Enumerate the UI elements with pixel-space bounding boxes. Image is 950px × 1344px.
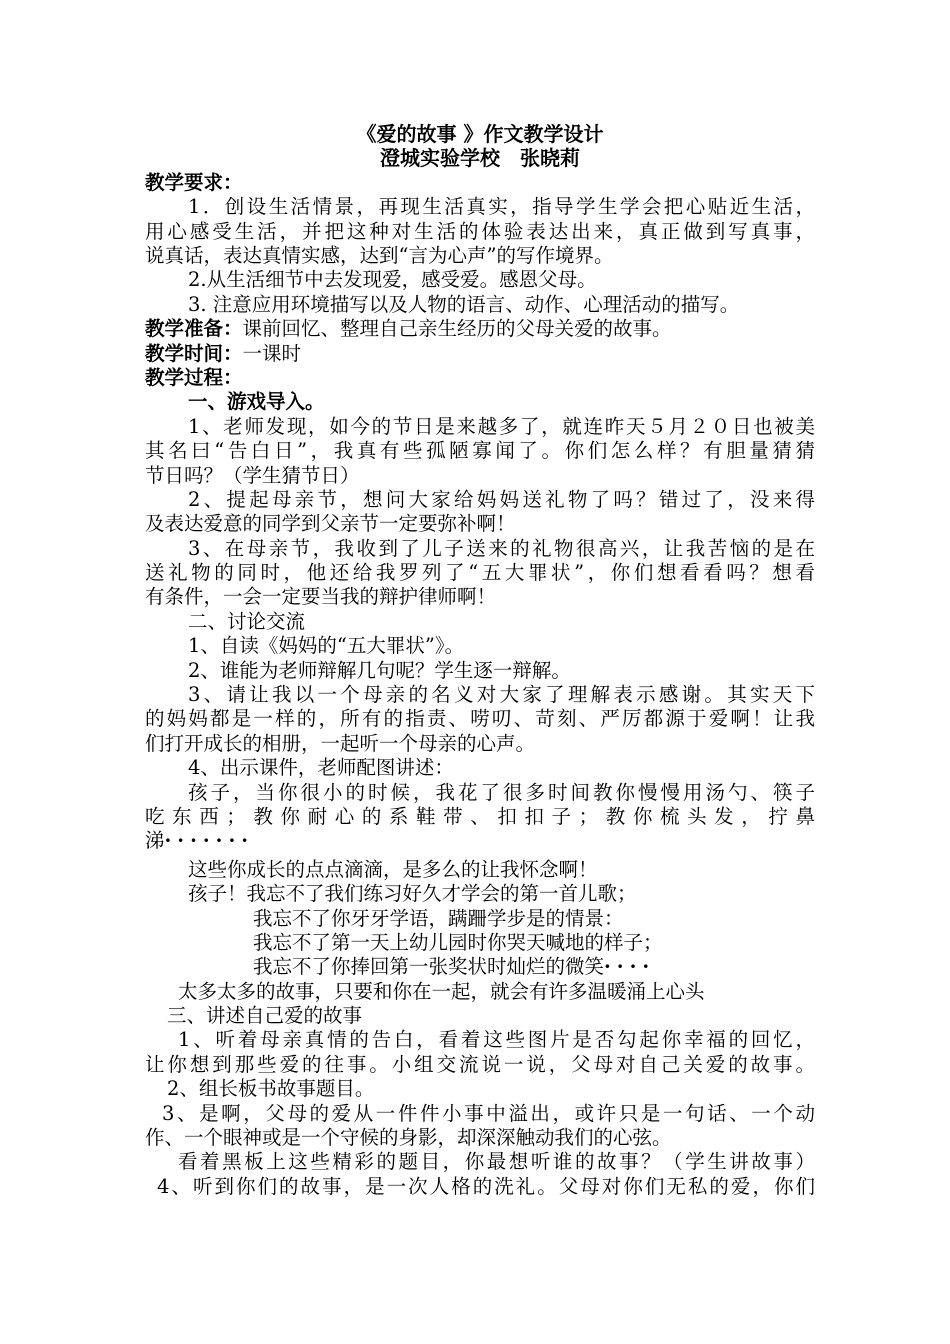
time-text: 一课时: [242, 341, 302, 365]
paragraph-line: 的妈妈都是一样的，所有的指责、唠叨、苛刻、严厉都源于爱啊！让我: [145, 707, 815, 731]
ellipsis-dots: ·······: [164, 829, 255, 853]
quote-text: 涕: [145, 829, 165, 853]
section-heading-time: 教学时间：: [145, 341, 243, 365]
quote-line: 吃东西；教你耐心的系鞋带、扣扣子；教你梳头发，拧鼻: [145, 804, 815, 828]
paragraph-line: 及表达爱意的同学到父亲节一定要弥补啊！: [145, 512, 516, 536]
paragraph-line: 4、出示课件，老师配图讲述：: [188, 756, 454, 780]
quote-line: 我忘不了第一天上幼儿园时你哭天喊地的样子；: [253, 930, 663, 954]
paragraph-line: 2、提起母亲节，想问大家给妈妈送礼物了吗？错过了，没来得: [188, 487, 815, 511]
section-heading-process: 教学过程：: [145, 365, 243, 389]
paragraph-line: 说真话，表达真情实感，达到“言为心声”的写作境界。: [145, 243, 614, 267]
quote-line: 孩子，当你很小的时候，我花了很多时间教你慢慢用汤勺、筷子: [188, 780, 815, 804]
subsection-heading-3: 三、讲述自己爱的故事: [167, 1004, 363, 1028]
paragraph-line: 其名曰“告白日”，我真有些孤陋寡闻了。你们怎么样？有胆量猜猜: [145, 439, 815, 463]
subsection-heading-2: 二、讨论交流: [188, 609, 306, 633]
paragraph-line: 用心感受生活，并把这种对生活的体验表达出来，真正做到写真事，: [145, 219, 815, 243]
document-page: [145, 122, 815, 1199]
quote-text: 我忘不了你捧回第一张奖状时灿烂的微笑: [253, 955, 605, 979]
quote-line: [145, 829, 815, 853]
paragraph-line: 看着黑板上这些精彩的题目，你最想听谁的故事？（学生讲故事）: [178, 1150, 815, 1174]
time-line: [145, 342, 815, 366]
quote-line: [145, 955, 815, 979]
paragraph-line: 们打开成长的相册，一起听一个母亲的心声。: [145, 731, 536, 755]
paragraph-line: 让你想到那些爱的往事。小组交流说一说，父母对自己关爱的故事。: [145, 1052, 815, 1076]
paragraph-line: 有条件，一会一定要当我的辩护律师啊！: [145, 585, 497, 609]
paragraph-line: 1、听着母亲真情的告白，看着这些图片是否勾起你幸福的回忆，: [178, 1028, 815, 1052]
paragraph-line: 1、老师发现，如今的节日是来越多了，就连昨天５月２０日也被美: [188, 414, 815, 438]
quote-line: 太多太多的故事，只要和你在一起，就会有许多温暖涌上心头: [178, 979, 705, 1003]
ellipsis-dots: ····: [604, 955, 656, 979]
section-heading-prep: 教学准备：: [145, 317, 243, 341]
paragraph-line: 3. 注意应用环境描写以及人物的语言、动作、心理活动的描写。: [188, 292, 740, 316]
paragraph-line: 3、请让我以一个母亲的名义对大家了理解表示感谢。其实天下: [188, 683, 815, 707]
paragraph-line: 4、听到你们的故事，是一次人格的洗礼。父母对你们无私的爱，你们: [157, 1174, 815, 1198]
paragraph-line: 3、是啊，父母的爱从一件件小事中溢出，或许只是一句话、一个动: [162, 1101, 815, 1125]
paragraph-line: 2、谁能为老师辩解几句呢？学生逐一辩解。: [188, 658, 571, 682]
quote-line: 我忘不了你牙牙学语，蹒跚学步是的情景：: [253, 906, 624, 930]
prep-text: 课前回忆、整理自己亲生经历的父母关爱的故事。: [242, 317, 672, 341]
paragraph-line: 2、组长板书故事题目。: [167, 1077, 375, 1101]
subsection-heading-1: 一、游戏导入。: [188, 390, 325, 414]
document-title: 《爱的故事 》作文教学设计: [356, 122, 604, 146]
paragraph-line: 送礼物的同时，他还给我罗列了“五大罪状”，你们想看看吗？想看: [145, 561, 815, 585]
document-author: 澄城实验学校 张晓莉: [380, 146, 580, 171]
section-heading-requirements: 教学要求：: [145, 170, 243, 194]
paragraph-line: 1、自读《妈妈的“五大罪状”》。: [188, 634, 465, 658]
paragraph-line: 节日吗？（学生猜节日）: [145, 463, 360, 487]
paragraph-line: 2.从生活细节中去发现爱，感受爱。感恩父母。: [188, 268, 597, 292]
quote-line: 孩子！我忘不了我们练习好久才学会的第一首儿歌；: [188, 882, 637, 906]
quote-line: 这些你成长的点点滴滴，是多么的让我怀念啊！: [188, 857, 598, 881]
paragraph-line: 作、一个眼神或是一个守候的身影，却深深触动我们的心弦。: [145, 1126, 672, 1150]
paragraph-line: 1．创设生活情景，再现生活真实，指导学生学会把心贴近生活，: [188, 195, 815, 219]
paragraph-line: 3、在母亲节，我收到了儿子送来的礼物很高兴，让我苦恼的是在: [188, 536, 815, 560]
prep-line: [145, 317, 815, 341]
